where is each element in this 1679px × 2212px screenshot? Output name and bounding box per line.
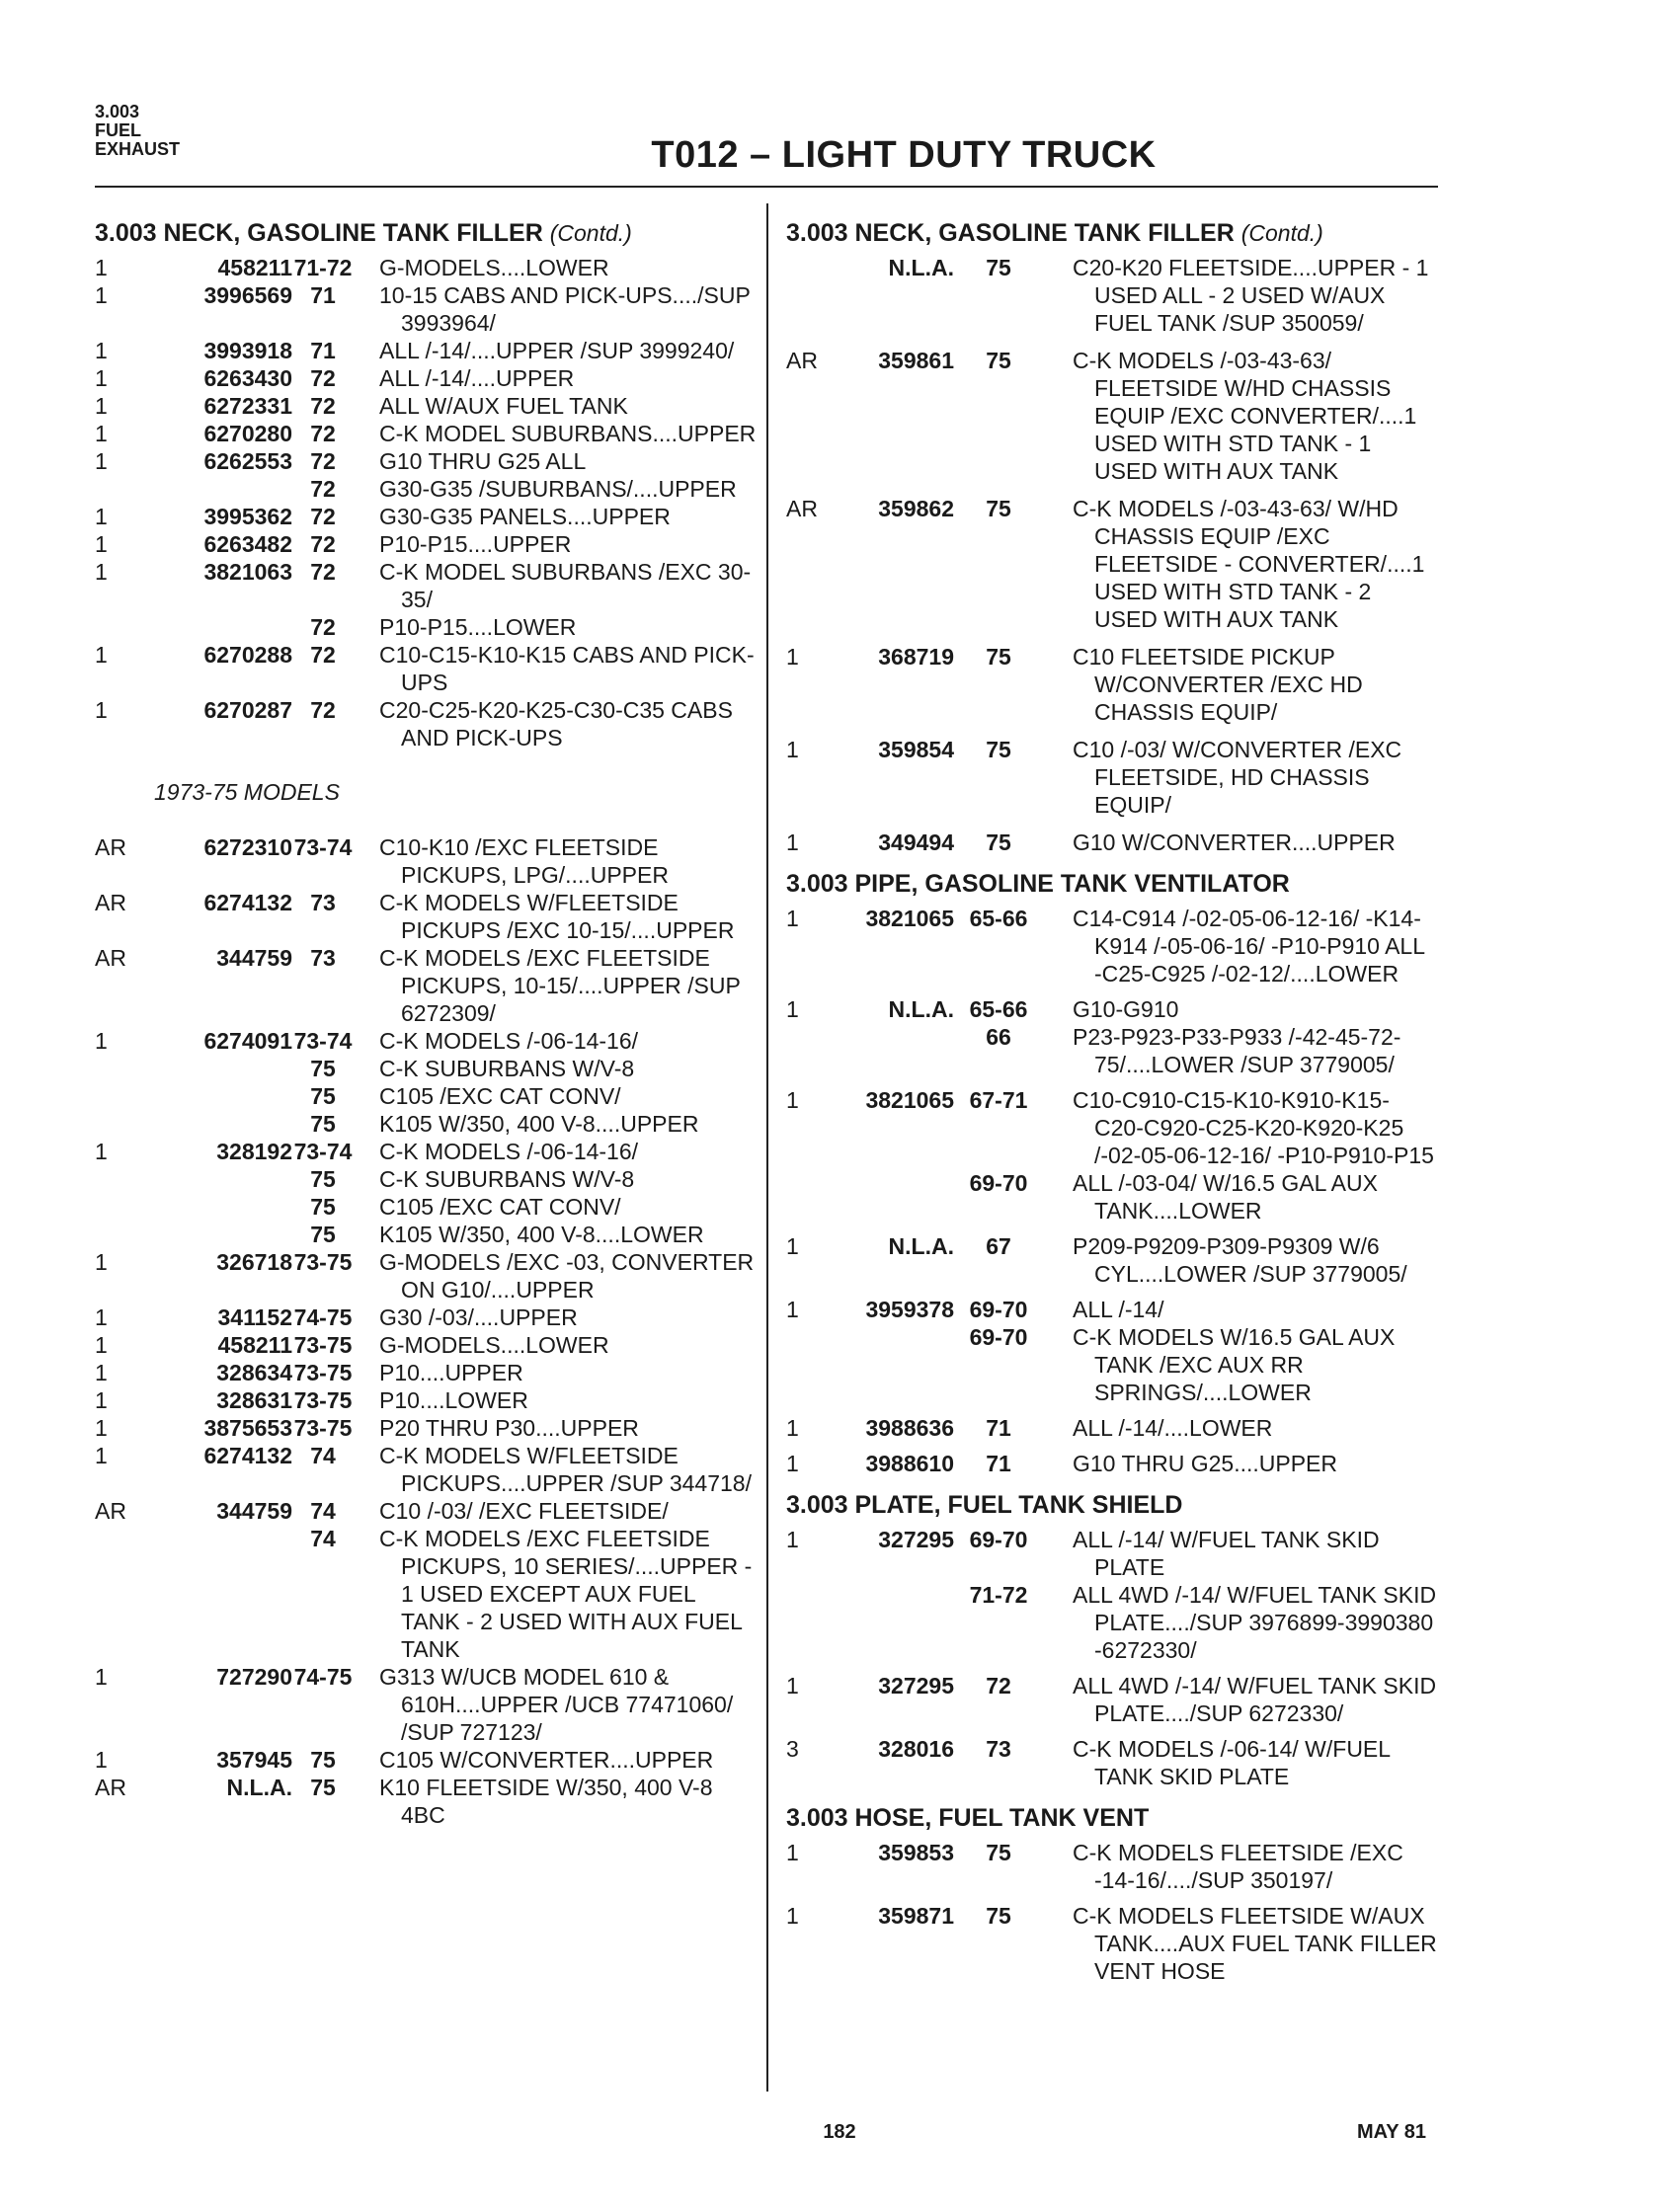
- part-description: C105 /EXC CAT CONV/: [379, 1083, 621, 1109]
- part-row: [786, 495, 1438, 633]
- part-qty: 1: [95, 365, 108, 391]
- part-row: [95, 1774, 757, 1829]
- part-qty: 1: [95, 1747, 108, 1773]
- part-qty: 1: [95, 1664, 108, 1690]
- part-row: [95, 281, 757, 337]
- part-description: P209-P9209-P309-P9309 W/6 CYL....LOWER /SUP 3779005/: [1073, 1233, 1407, 1287]
- part-row: [95, 1304, 757, 1331]
- part-number: 327295: [878, 1673, 954, 1698]
- part-qty: 1: [95, 1304, 108, 1330]
- part-row: [95, 254, 757, 281]
- part-years: 71-72: [969, 1582, 1028, 1608]
- part-row: [95, 641, 757, 696]
- part-row: [95, 337, 757, 364]
- parts-list: [786, 254, 1438, 856]
- part-description: C-K MODELS W/FLEETSIDE PICKUPS....UPPER /SUP 344718/: [379, 1443, 752, 1496]
- part-number: 6272310: [203, 834, 292, 860]
- part-row: [786, 1735, 1438, 1790]
- part-description: P20 THRU P30....UPPER: [379, 1415, 639, 1441]
- part-description: K10 FLEETSIDE W/350, 400 V-8 4BC: [379, 1775, 713, 1828]
- part-row: [95, 364, 757, 392]
- section-heading-neck-contd: [786, 219, 1438, 248]
- part-number: 3988636: [865, 1415, 954, 1441]
- part-row: [786, 905, 1438, 988]
- part-description: C-K MODELS FLEETSIDE W/AUX TANK....AUX FUEL TANK FILLER VENT HOSE: [1073, 1903, 1437, 1984]
- part-qty: 1: [95, 642, 108, 668]
- part-row: [786, 1232, 1438, 1288]
- part-row: [95, 1248, 757, 1304]
- part-description: ALL /-03-04/ W/16.5 GAL AUX TANK....LOWER: [1073, 1170, 1378, 1224]
- part-description: C-K SUBURBANS W/V-8: [379, 1166, 635, 1192]
- part-description: C-K MODELS /EXC FLEETSIDE PICKUPS, 10-15/....UPPER /SUP 6272309/: [379, 945, 741, 1026]
- part-number: N.L.A.: [888, 1233, 954, 1259]
- section-heading-text: 3.003 NECK, GASOLINE TANK FILLER: [95, 219, 543, 247]
- part-row: [786, 1450, 1438, 1477]
- part-row: [95, 1497, 757, 1525]
- part-years: 72: [310, 614, 336, 640]
- part-description: G313 W/UCB MODEL 610 & 610H....UPPER /UCB 77471060/ /SUP 727123/: [379, 1664, 734, 1745]
- part-row: [95, 1221, 757, 1248]
- part-years: 75: [986, 1840, 1011, 1865]
- part-description: P10-P15....UPPER: [379, 531, 572, 557]
- part-description: C-K MODELS FLEETSIDE /EXC -14-16/..../SUP 350197/: [1073, 1840, 1403, 1893]
- part-years: 75: [310, 1083, 336, 1109]
- part-years: 75: [310, 1775, 336, 1800]
- part-years: 75: [310, 1111, 336, 1137]
- part-row: [786, 1672, 1438, 1727]
- part-row: [95, 613, 757, 641]
- part-number: 344759: [216, 945, 292, 971]
- part-row: [95, 833, 757, 889]
- part-years: 74: [310, 1443, 336, 1468]
- part-row: [95, 447, 757, 475]
- part-years: 72: [310, 476, 336, 502]
- part-qty: AR: [786, 348, 818, 373]
- part-years: 72: [310, 448, 336, 474]
- part-qty: 1: [786, 737, 799, 762]
- part-description: C14-C914 /-02-05-06-12-16/ -K14-K914 /-05-06-16/ -P10-P910 ALL -C25-C925 /-02-12/....LOWER: [1073, 906, 1425, 987]
- part-description: G10-G910: [1073, 996, 1179, 1022]
- part-years: 73-75: [293, 1332, 353, 1358]
- part-qty: 3: [786, 1736, 799, 1762]
- right-column: [786, 219, 1438, 1985]
- part-description: C105 /EXC CAT CONV/: [379, 1194, 621, 1220]
- revision-date: MAY 81: [1357, 2121, 1427, 2143]
- part-years: 73-74: [293, 1028, 353, 1054]
- part-row: [95, 475, 757, 503]
- part-years: 73: [986, 1736, 1011, 1762]
- part-row: [786, 254, 1438, 337]
- part-row: [95, 1165, 757, 1193]
- part-years: 72: [310, 559, 336, 585]
- part-number: 349494: [878, 830, 954, 855]
- part-description: C10-K10 /EXC FLEETSIDE PICKUPS, LPG/....UPPER: [379, 834, 669, 888]
- parts-list: [95, 254, 757, 751]
- part-number: 328634: [216, 1360, 292, 1385]
- section-code-fuel: FUEL: [95, 120, 141, 140]
- part-description: C-K MODELS /-03-43-63/ W/HD CHASSIS EQUIP /EXC FLEETSIDE - CONVERTER/....1 USED WITH STD TANK - 2 USED WITH AUX TANK: [1073, 496, 1425, 632]
- part-description: C10-C910-C15-K10-K910-K15-C20-C920-C25-K20-K920-K25 /-02-05-06-12-16/ -P10-P910-P15: [1073, 1087, 1434, 1168]
- part-years: 69-70: [969, 1324, 1028, 1350]
- part-number: 359862: [878, 496, 954, 521]
- parts-list: [95, 833, 757, 1829]
- part-description: C10 FLEETSIDE PICKUP W/CONVERTER /EXC HD CHASSIS EQUIP/: [1073, 644, 1363, 725]
- part-row: [95, 1663, 757, 1746]
- part-number: N.L.A.: [888, 255, 954, 280]
- part-number: 6262553: [203, 448, 292, 474]
- part-number: 344759: [216, 1498, 292, 1524]
- part-description: G30 /-03/....UPPER: [379, 1304, 578, 1330]
- part-years: 75: [986, 644, 1011, 670]
- part-number: 458211: [217, 1332, 292, 1358]
- part-years: 65-66: [969, 906, 1028, 931]
- part-row: [95, 1055, 757, 1082]
- part-description: G30-G35 /SUBURBANS/....UPPER: [379, 476, 737, 502]
- part-row: [95, 1746, 757, 1774]
- left-column: [95, 219, 757, 1829]
- part-row: [95, 1525, 757, 1663]
- part-qty: 1: [95, 1332, 108, 1358]
- subheading-1973-75: 1973-75 MODELS: [154, 779, 340, 805]
- part-years: 71: [310, 282, 336, 308]
- part-description: 10-15 CABS AND PICK-UPS..../SUP 3993964/: [379, 282, 751, 336]
- part-description: ALL /-14/: [1073, 1297, 1164, 1322]
- part-number: 328192: [216, 1139, 292, 1164]
- part-number: 3821065: [865, 906, 954, 931]
- part-description: C10 /-03/ W/CONVERTER /EXC FLEETSIDE, HD CHASSIS EQUIP/: [1073, 737, 1402, 818]
- part-years: 67: [986, 1233, 1011, 1259]
- part-qty: AR: [786, 496, 818, 521]
- part-row: [95, 1027, 757, 1055]
- part-number: 357945: [216, 1747, 292, 1773]
- part-years: 75: [310, 1747, 336, 1773]
- part-number: 727290: [216, 1664, 292, 1690]
- part-qty: 1: [786, 996, 799, 1022]
- part-description: P10....LOWER: [379, 1387, 528, 1413]
- part-years: 75: [310, 1194, 336, 1220]
- part-qty: 1: [95, 559, 108, 585]
- part-row: [95, 889, 757, 944]
- part-years: 71: [986, 1451, 1011, 1476]
- part-row: [95, 1414, 757, 1442]
- part-number: 6274132: [203, 1443, 292, 1468]
- part-years: 71: [310, 338, 336, 363]
- part-row: [786, 1296, 1438, 1323]
- part-number: 6263482: [203, 531, 292, 557]
- part-qty: 1: [786, 1297, 799, 1322]
- part-qty: 1: [95, 1249, 108, 1275]
- part-description: ALL /-14/ W/FUEL TANK SKID PLATE: [1073, 1527, 1380, 1580]
- part-years: 72: [986, 1673, 1011, 1698]
- part-number: 6272331: [203, 393, 292, 419]
- part-number: 359861: [878, 348, 954, 373]
- part-years: 72: [310, 642, 336, 668]
- part-description: C10-C15-K10-K15 CABS AND PICK-UPS: [379, 642, 755, 695]
- part-description: C-K MODELS W/FLEETSIDE PICKUPS /EXC 10-15/....UPPER: [379, 890, 735, 943]
- part-row: [95, 558, 757, 613]
- part-qty: 1: [95, 1028, 108, 1054]
- section-heading-pipe: 3.003 PIPE, GASOLINE TANK VENTILATOR: [786, 870, 1290, 898]
- part-number: 359853: [878, 1840, 954, 1865]
- part-years: 74: [310, 1526, 336, 1551]
- parts-list: [786, 905, 1438, 1477]
- section-heading-hose: 3.003 HOSE, FUEL TANK VENT: [786, 1804, 1150, 1832]
- part-number: 6274132: [203, 890, 292, 915]
- part-row: [786, 347, 1438, 485]
- part-qty: 1: [786, 1233, 799, 1259]
- part-row: [786, 1169, 1438, 1224]
- part-number: N.L.A.: [888, 996, 954, 1022]
- part-qty: 1: [786, 1415, 799, 1441]
- part-description: C20-K20 FLEETSIDE....UPPER - 1 USED ALL - 2 USED W/AUX FUEL TANK /SUP 350059/: [1073, 255, 1429, 336]
- part-row: [95, 420, 757, 447]
- part-years: 72: [310, 365, 336, 391]
- part-row: [786, 1526, 1438, 1581]
- part-description: G30-G35 PANELS....UPPER: [379, 504, 671, 529]
- part-row: [95, 1110, 757, 1138]
- part-number: 326718: [216, 1249, 292, 1275]
- part-description: C105 W/CONVERTER....UPPER: [379, 1747, 714, 1773]
- part-description: ALL /-14/....LOWER: [1073, 1415, 1273, 1441]
- part-description: G10 THRU G25 ALL: [379, 448, 587, 474]
- section-heading-plate: 3.003 PLATE, FUEL TANK SHIELD: [786, 1491, 1183, 1519]
- part-row: [786, 643, 1438, 726]
- part-row: [95, 944, 757, 1027]
- part-number: 328631: [216, 1387, 292, 1413]
- part-number: 3995362: [203, 504, 292, 529]
- part-years: 66: [986, 1024, 1011, 1050]
- part-years: 75: [986, 1903, 1011, 1929]
- part-years: 73-75: [293, 1415, 353, 1441]
- part-number: 3996569: [203, 282, 292, 308]
- part-years: 69-70: [969, 1170, 1028, 1196]
- section-heading-text: 3.003 NECK, GASOLINE TANK FILLER: [786, 219, 1235, 247]
- part-years: 75: [310, 1166, 336, 1192]
- part-description: C10 /-03/ /EXC FLEETSIDE/: [379, 1498, 669, 1524]
- part-description: K105 W/350, 400 V-8....UPPER: [379, 1111, 699, 1137]
- part-number: 3988610: [865, 1451, 954, 1476]
- part-years: 65-66: [969, 996, 1028, 1022]
- part-years: 74-75: [293, 1304, 353, 1330]
- page-number: 182: [823, 2121, 856, 2143]
- part-years: 74: [310, 1498, 336, 1524]
- part-row: [786, 736, 1438, 819]
- part-row: [95, 1331, 757, 1359]
- part-qty: 1: [786, 1903, 799, 1929]
- part-description: ALL 4WD /-14/ W/FUEL TANK SKID PLATE..../SUP 6272330/: [1073, 1673, 1437, 1726]
- section-code-exhaust: EXHAUST: [95, 139, 181, 159]
- part-number: N.L.A.: [226, 1775, 292, 1800]
- part-description: C-K MODELS /EXC FLEETSIDE PICKUPS, 10 SERIES/....UPPER - 1 USED EXCEPT AUX FUEL TANK - 2 USED WITH AUX FUEL TANK: [379, 1526, 753, 1662]
- part-qty: 1: [786, 1673, 799, 1698]
- part-qty: 1: [95, 421, 108, 446]
- part-years: 72: [310, 393, 336, 419]
- part-years: 75: [986, 830, 1011, 855]
- part-years: 69-70: [969, 1527, 1028, 1552]
- part-years: 69-70: [969, 1297, 1028, 1322]
- column-divider: [766, 203, 768, 2092]
- part-years: 71-72: [293, 255, 353, 280]
- part-description: ALL 4WD /-14/ W/FUEL TANK SKID PLATE..../SUP 3976899-3990380 -6272330/: [1073, 1582, 1437, 1663]
- part-number: 368719: [878, 644, 954, 670]
- part-description: C-K MODELS /-06-14/ W/FUEL TANK SKID PLATE: [1073, 1736, 1391, 1789]
- part-qty: AR: [95, 1498, 126, 1524]
- part-row: [95, 530, 757, 558]
- part-description: C-K MODELS W/16.5 GAL AUX TANK /EXC AUX RR SPRINGS/....LOWER: [1073, 1324, 1396, 1405]
- part-number: 458211: [217, 255, 292, 280]
- part-description: G10 W/CONVERTER....UPPER: [1073, 830, 1396, 855]
- section-heading-contd: (Contd.): [549, 220, 632, 246]
- part-years: 72: [310, 697, 336, 723]
- part-qty: 1: [786, 906, 799, 931]
- part-number: 3993918: [203, 338, 292, 363]
- part-description: ALL /-14/....UPPER /SUP 3999240/: [379, 338, 735, 363]
- part-years: 73: [310, 890, 336, 915]
- part-qty: 1: [95, 531, 108, 557]
- part-row: [786, 1414, 1438, 1442]
- part-row: [95, 1138, 757, 1165]
- part-row: [95, 1359, 757, 1386]
- part-number: 327295: [878, 1527, 954, 1552]
- part-description: C-K MODELS /-06-14-16/: [379, 1028, 639, 1054]
- part-years: 73-75: [293, 1249, 353, 1275]
- part-row: [786, 995, 1438, 1023]
- part-row: [95, 1442, 757, 1497]
- part-qty: 1: [95, 393, 108, 419]
- part-qty: AR: [95, 834, 126, 860]
- part-qty: 1: [95, 1443, 108, 1468]
- part-row: [95, 503, 757, 530]
- part-qty: 1: [786, 1527, 799, 1552]
- part-number: 328016: [878, 1736, 954, 1762]
- part-years: 74-75: [293, 1664, 353, 1690]
- part-description: G-MODELS....LOWER: [379, 255, 609, 280]
- part-years: 73-74: [293, 1139, 353, 1164]
- part-years: 75: [310, 1056, 336, 1081]
- part-number: 6263430: [203, 365, 292, 391]
- part-qty: 1: [95, 1415, 108, 1441]
- part-description: P23-P923-P33-P933 /-42-45-72-75/....LOWER /SUP 3779005/: [1073, 1024, 1401, 1077]
- section-heading-neck: [95, 219, 757, 248]
- part-qty: 1: [786, 830, 799, 855]
- page-title: T012 – LIGHT DUTY TRUCK: [651, 134, 1157, 176]
- part-years: 67-71: [969, 1087, 1028, 1113]
- part-number: 3821063: [203, 559, 292, 585]
- section-heading-contd: (Contd.): [1240, 220, 1323, 246]
- part-qty: 1: [786, 644, 799, 670]
- part-description: C-K MODEL SUBURBANS....UPPER: [379, 421, 757, 446]
- part-years: 75: [986, 348, 1011, 373]
- part-number: 341152: [217, 1304, 292, 1330]
- part-years: 75: [310, 1222, 336, 1247]
- part-years: 72: [310, 504, 336, 529]
- part-qty: 1: [95, 282, 108, 308]
- part-number: 3875653: [203, 1415, 292, 1441]
- part-row: [786, 1839, 1438, 1894]
- part-row: [95, 392, 757, 420]
- part-description: ALL /-14/....UPPER: [379, 365, 575, 391]
- part-qty: 1: [95, 338, 108, 363]
- part-years: 75: [986, 737, 1011, 762]
- part-qty: 1: [786, 1087, 799, 1113]
- part-row: [786, 1323, 1438, 1406]
- part-number: 3821065: [865, 1087, 954, 1113]
- part-description: ALL W/AUX FUEL TANK: [379, 393, 628, 419]
- part-row: [786, 1023, 1438, 1078]
- part-row: [95, 1386, 757, 1414]
- header-divider: [95, 186, 1438, 188]
- part-number: 6270280: [203, 421, 292, 446]
- part-qty: 1: [95, 255, 108, 280]
- part-years: 72: [310, 421, 336, 446]
- part-years: 73-75: [293, 1360, 353, 1385]
- part-number: 6270287: [203, 697, 292, 723]
- part-row: [786, 1581, 1438, 1664]
- part-description: C20-C25-K20-K25-C30-C35 CABS AND PICK-UPS: [379, 697, 733, 750]
- part-qty: AR: [95, 1775, 126, 1800]
- part-row: [786, 1086, 1438, 1169]
- part-qty: 1: [95, 1139, 108, 1164]
- part-years: 72: [310, 531, 336, 557]
- part-qty: 1: [95, 504, 108, 529]
- part-years: 73-74: [293, 834, 353, 860]
- part-description: K105 W/350, 400 V-8....LOWER: [379, 1222, 704, 1247]
- part-number: 359854: [878, 737, 954, 762]
- part-description: C-K MODEL SUBURBANS /EXC 30-35/: [379, 559, 752, 612]
- part-years: 71: [986, 1415, 1011, 1441]
- part-row: [786, 829, 1438, 856]
- part-qty: 1: [95, 1360, 108, 1385]
- part-description: C-K MODELS /-06-14-16/: [379, 1139, 639, 1164]
- part-description: G-MODELS....LOWER: [379, 1332, 609, 1358]
- part-number: 359871: [878, 1903, 954, 1929]
- part-description: P10-P15....LOWER: [379, 614, 577, 640]
- part-qty: 1: [95, 448, 108, 474]
- part-description: C-K SUBURBANS W/V-8: [379, 1056, 635, 1081]
- parts-list: [786, 1526, 1438, 1790]
- part-qty: 1: [95, 697, 108, 723]
- part-row: [786, 1902, 1438, 1985]
- part-years: 73: [310, 945, 336, 971]
- part-row: [95, 1193, 757, 1221]
- part-qty: 1: [95, 1387, 108, 1413]
- part-qty: AR: [95, 945, 126, 971]
- part-row: [95, 696, 757, 751]
- parts-list: [786, 1839, 1438, 1985]
- part-number: 3959378: [865, 1297, 954, 1322]
- part-description: G-MODELS /EXC -03, CONVERTER ON G10/....UPPER: [379, 1249, 755, 1303]
- part-number: 6274091: [203, 1028, 292, 1054]
- part-qty: 1: [786, 1840, 799, 1865]
- part-row: [95, 1082, 757, 1110]
- section-code-number: 3.003: [95, 102, 140, 121]
- part-years: 75: [986, 255, 1011, 280]
- part-description: P10....UPPER: [379, 1360, 523, 1385]
- part-years: 73-75: [293, 1387, 353, 1413]
- part-description: C-K MODELS /-03-43-63/ FLEETSIDE W/HD CHASSIS EQUIP /EXC CONVERTER/....1 USED WITH STD TANK - 1 USED WITH AUX TANK: [1073, 348, 1417, 484]
- part-description: G10 THRU G25....UPPER: [1073, 1451, 1337, 1476]
- part-years: 75: [986, 496, 1011, 521]
- part-qty: 1: [786, 1451, 799, 1476]
- part-qty: AR: [95, 890, 126, 915]
- part-number: 6270288: [203, 642, 292, 668]
